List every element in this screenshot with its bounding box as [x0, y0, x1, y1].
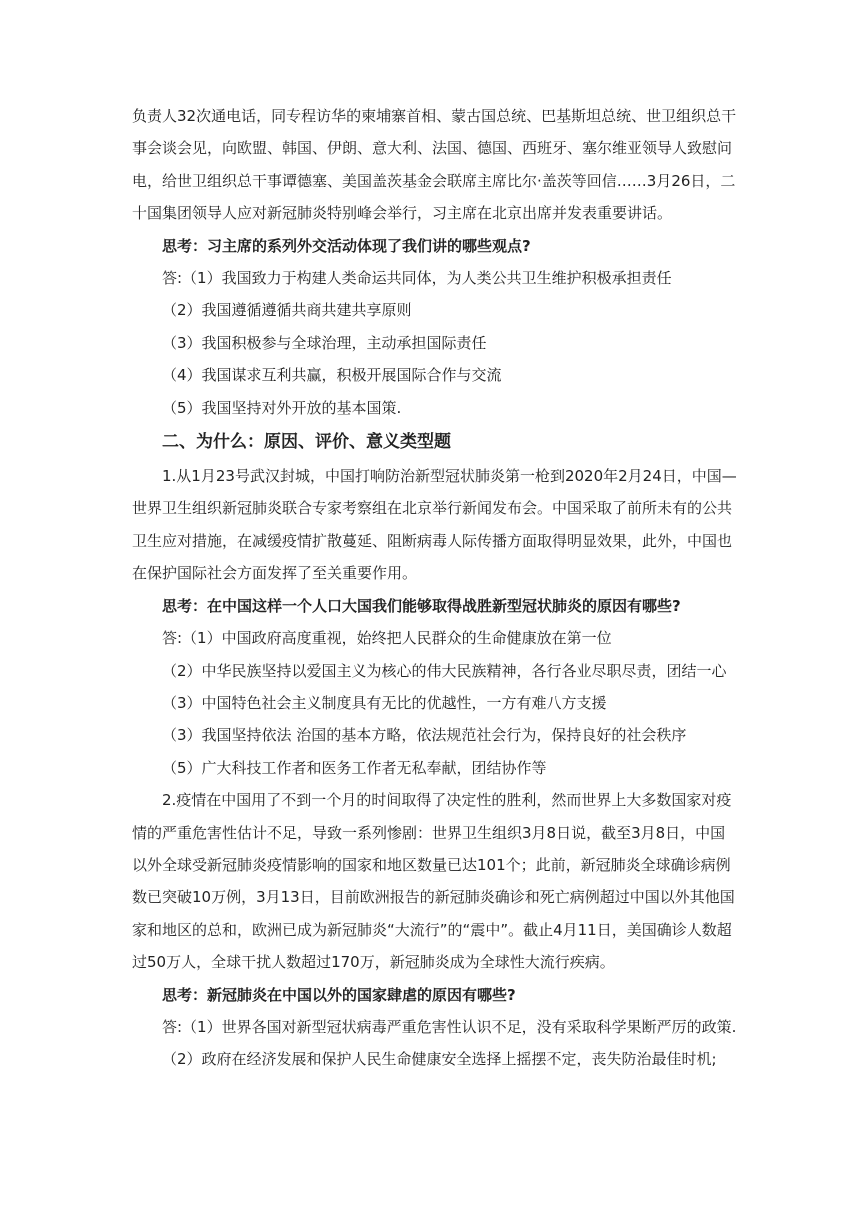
intro-paragraph: 负责人32次通电话，同专程访华的柬埔寨首相、蒙古国总统、巴基斯坦总统、世卫组织总干事会谈会见，向欧盟、韩国、伊朗、意大利、法国、德国、西班牙、塞尔维亚领导人致慰问电，给世卫组织总干事谭德塞、美国盖茨基金会联席主席比尔·盖茨等回信……3月26日，二十国集团领导人应对新冠肺炎特别峰会举行，习主席在北京出席并发表重要讲话。: [132, 107, 737, 223]
answer-3-item: （2）政府在经济发展和保护人民生命健康安全选择上摇摆不定，丧失防治最佳时机;: [162, 1050, 717, 1069]
paragraph-2: 1.从1月23号武汉封城，中国打响防治新型冠状肺炎第一枪到2020年2月24日，中国—世界卫生组织新冠肺炎联合专家考察组在北京举行新闻发布会。中国采取了前所未有的公共卫生应对措施，在减缓疫情扩散蔓延、阻断病毒人际传播方面取得明显效果，此外，中国也在保护国际社会方面发挥了至关重要作用。: [132, 467, 737, 583]
answer-2-item: （3）中国特色社会主义制度具有无比的优越性，一方有难八方支援: [162, 693, 607, 712]
answer-3-first: 答:（1）世界各国对新型冠状病毒严重危害性认识不足，没有采取科学果断严厉的政策.: [162, 1017, 737, 1036]
answer-2-item: （3）我国坚持依法 治国的基本方略，依法规范社会行为，保持良好的社会秩序: [162, 726, 687, 745]
answer-2-item: （2）中华民族坚持以爱国主义为核心的伟大民族精神，各行各业尽职尽责，团结一心: [162, 661, 727, 680]
answer-1-item: （3）我国积极参与全球治理，主动承担国际责任: [162, 333, 487, 352]
answer-1-first: 答:（1）我国致力于构建人类命运共同体，为人类公共卫生维护积极承担责任: [162, 269, 672, 288]
section-heading: 二、为什么：原因、评价、意义类型题: [162, 432, 451, 453]
answer-2-item: （5）广大科技工作者和医务工作者无私奉献，团结协作等: [162, 758, 547, 777]
paragraph-3: 2.疫情在中国用了不到一个月的时间取得了决定性的胜利，然而世界上大多数国家对疫情的严重危害性估计不足，导致一系列惨剧：世界卫生组织3月8日说，截至3月8日，中国以外全球受新冠肺炎疫情影响的国家和地区数量已达101个；此前，新冠肺炎全球确诊病例数已突破10万例，3月13日，目前欧洲报告的新冠肺炎确诊和死亡病例超过中国以外其他国家和地区的总和，欧洲已成为新冠肺炎“大流行”的“震中”。截止4月11日，美国确诊人数超过50万人，全球干扰人数超过170万，新冠肺炎成为全球性大流行疾病。: [132, 791, 735, 972]
question-3: 思考：新冠肺炎在中国以外的国家肆虐的原因有哪些?: [162, 985, 516, 1004]
answer-1-item: （5）我国坚持对外开放的基本国策.: [162, 398, 402, 417]
answer-2-first: 答:（1）中国政府高度重视，始终把人民群众的生命健康放在第一位: [162, 629, 612, 648]
answer-1-item: （2）我国遵循遵循共商共建共享原则: [162, 301, 412, 320]
answer-1-item: （4）我国谋求互利共赢，积极开展国际合作与交流: [162, 366, 502, 385]
question-1: 思考：习主席的系列外交活动体现了我们讲的哪些观点?: [162, 236, 531, 255]
question-2: 思考：在中国这样一个人口大国我们能够取得战胜新型冠状肺炎的原因有哪些?: [162, 596, 681, 615]
